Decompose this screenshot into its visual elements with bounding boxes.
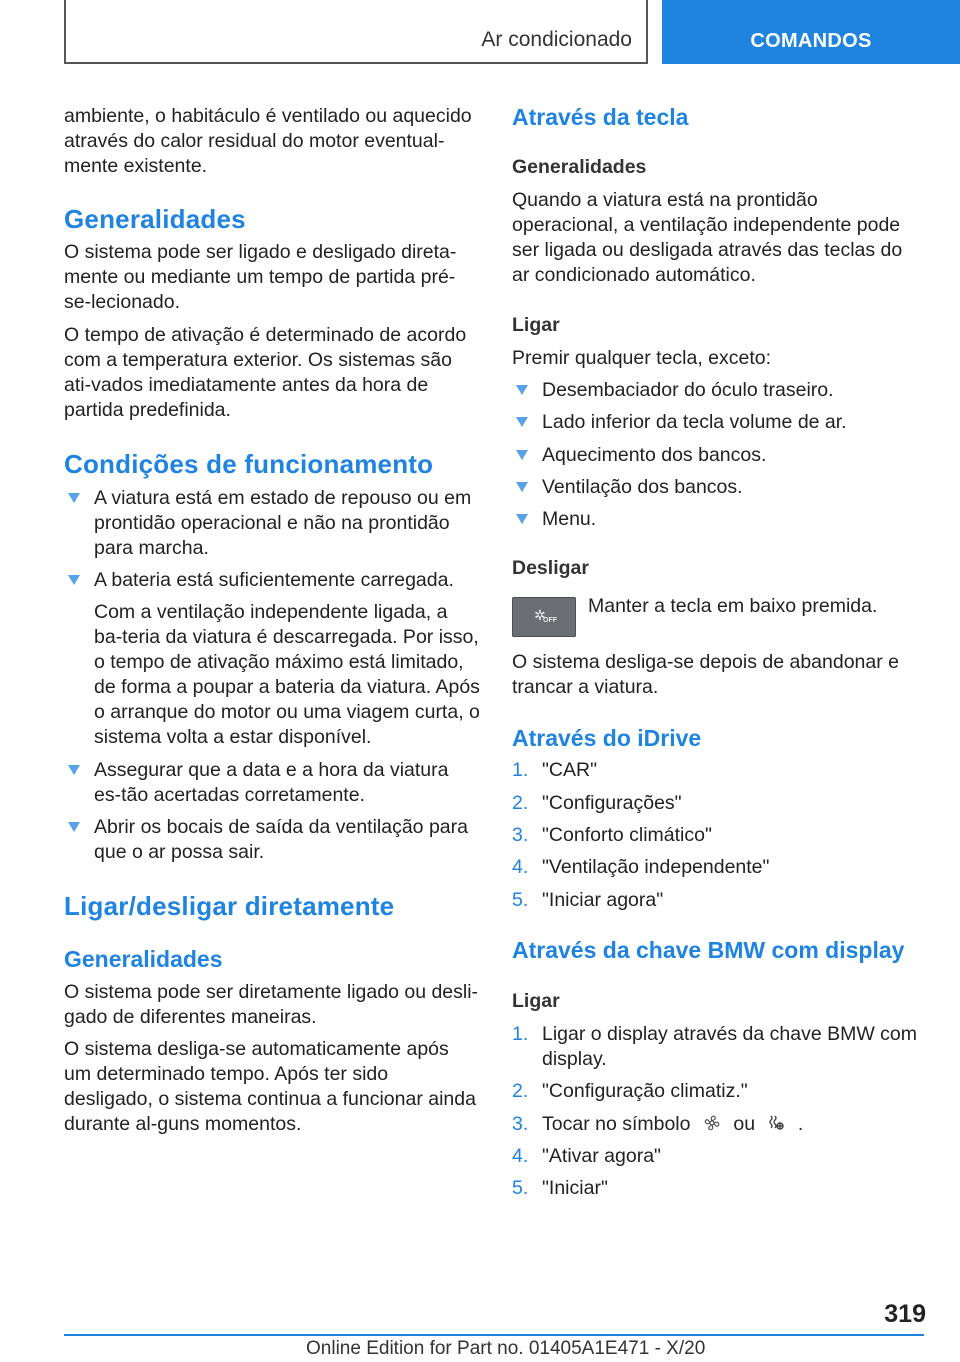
triangle-bullet-icon (516, 514, 528, 524)
footer-divider (64, 1334, 924, 1336)
triangle-bullet-icon (68, 493, 80, 503)
triangle-bullet-icon (516, 450, 528, 460)
intro-paragraph: ambiente, o habitáculo é ventilado ou aquecido através do calor residual do motor eventual-mente existente. (64, 105, 472, 177)
header-section-title: Ar condicionado (481, 28, 632, 51)
fan-off-button-image: ✲ OFF (512, 597, 576, 637)
heading-generalidades: Generalidades (64, 204, 246, 234)
page-number: 319 (884, 1300, 926, 1328)
ligar-intro: Premir qualquer tecla, exceto: (512, 347, 772, 369)
generalidades-paragraph-1: O sistema pode ser ligado e desligado direta-mente ou mediante um tempo de partida pré-se-lecionado. (64, 241, 457, 313)
ligar-paragraph-2: O sistema desliga-se automaticamente após um determinado tempo. Após ter sido desligado, o sistema continua a funcionar ainda durante al-guns momentos. (64, 1038, 476, 1135)
ligar-paragraph-1: O sistema pode ser diretamente ligado ou desli-gado de diferentes maneiras. (64, 981, 479, 1028)
triangle-bullet-icon (68, 765, 80, 775)
subheading-generalidades: Generalidades (64, 946, 223, 972)
heading-condicoes: Condições de funcionamento (64, 449, 434, 479)
heading-atraves-tecla: Através da tecla (512, 104, 689, 130)
triangle-bullet-icon (516, 385, 528, 395)
fan-icon (702, 1113, 722, 1133)
triangle-bullet-icon (68, 575, 80, 585)
desligar-paragraph: O sistema desliga-se depois de abandonar e trancar a viatura. (512, 651, 899, 698)
subheading-generalidades: Generalidades (512, 156, 647, 178)
heading-atraves-idrive: Através do iDrive (512, 725, 702, 751)
triangle-bullet-icon (516, 482, 528, 492)
fan-icon: ✲ (534, 607, 546, 623)
heading-ligar-desligar: Ligar/desligar diretamente (64, 891, 395, 921)
triangle-bullet-icon (516, 417, 528, 427)
subheading-ligar-chave: Ligar (512, 990, 560, 1012)
triangle-bullet-icon (68, 822, 80, 832)
generalidades-paragraph-2: O tempo de ativação é determinado de acordo com a temperatura exterior. Os sistemas são ati-vados imediatamente antes da hora de partida predefinida. (64, 324, 467, 421)
desligar-text: Manter a tecla em baixo premida. (588, 595, 878, 617)
heat-fan-icon (766, 1113, 786, 1133)
heading-atraves-chave: Através da chave BMW com display (512, 937, 905, 963)
subheading-desligar: Desligar (512, 557, 589, 579)
tecla-paragraph: Quando a viatura está na prontidão operacional, a ventilação independente pode ser ligada ou desligada através das teclas do ar condicionado automático. (512, 189, 903, 286)
header-section-box (64, 0, 648, 64)
subheading-ligar: Ligar (512, 314, 560, 336)
header-chapter-title: COMANDOS (750, 30, 872, 52)
header-chapter-tab (662, 0, 960, 64)
footer-edition: Online Edition for Part no. 01405A1E471 - X/20 (306, 1338, 706, 1359)
